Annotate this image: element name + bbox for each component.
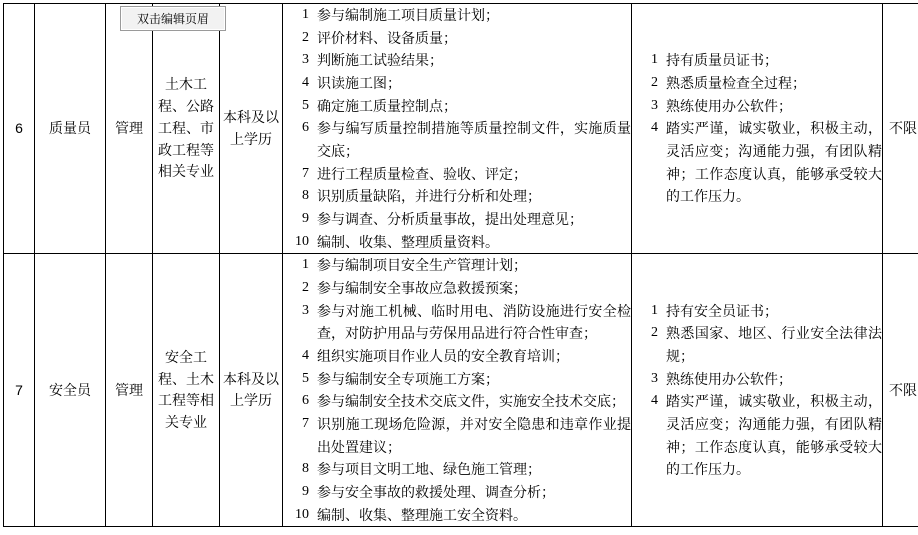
list-item: 4 踏实严谨，诚实敬业，积极主动，灵活应变；沟通能力强，有团队精神；工作态度认真，能够承受较大的工作压力。 xyxy=(651,393,882,478)
row-requirements xyxy=(632,4,883,254)
row-type: 管理 xyxy=(106,254,153,527)
list-item: 3 参与对施工机械、临时用电、消防设施进行安全检查，对防护用品与劳保用品进行符合性审查； xyxy=(302,302,631,342)
row-post: 质量员 xyxy=(35,4,106,254)
row-requirements xyxy=(632,254,883,527)
list-item: 1 持有安全员证书； xyxy=(651,302,778,319)
list-item: 4 识读施工图； xyxy=(302,75,401,92)
row-age: 不限 xyxy=(883,4,918,254)
row-duties xyxy=(283,4,632,254)
list-item: 9 参与调查、分析质量事故，提出处理意见； xyxy=(302,211,583,228)
job-requirements-table xyxy=(3,3,918,527)
row-education: 本科及以上学历 xyxy=(220,4,283,254)
list-item: 10 编制、收集、整理施工安全资料。 xyxy=(295,506,527,523)
list-item: 4 踏实严谨，诚实敬业，积极主动，灵活应变；沟通能力强，有团队精神；工作态度认真，能够承受较大的工作压力。 xyxy=(651,120,882,205)
row-type: 管理 xyxy=(106,4,153,254)
row-age: 不限 xyxy=(883,254,918,527)
list-item: 2 参与编制安全事故应急救援预案； xyxy=(302,280,527,297)
row-duties xyxy=(283,254,632,527)
list-item: 6 参与编制安全技术交底文件，实施安全技术交底； xyxy=(302,393,625,410)
table-row xyxy=(4,4,918,254)
list-item: 10 编制、收集、整理质量资料。 xyxy=(295,233,499,250)
list-item: 7 识别施工现场危险源，并对安全隐患和违章作业提出处置建议； xyxy=(302,416,631,455)
table-row xyxy=(4,254,918,527)
list-item: 9 参与安全事故的救援处理、调查分析； xyxy=(302,484,555,501)
row-major: 安全工程、土木工程等相关专业 xyxy=(153,254,220,527)
row-number: 7 xyxy=(4,254,35,527)
list-item: 3 熟练使用办公软件； xyxy=(651,97,792,114)
list-item: 2 熟悉质量检查全过程； xyxy=(651,75,806,92)
list-item: 2 熟悉国家、地区、行业安全法律法规； xyxy=(651,325,882,365)
list-item: 5 确定施工质量控制点； xyxy=(302,97,457,114)
list-item: 6 参与编写质量控制措施等质量控制文件，实施质量交底； xyxy=(302,120,631,160)
list-item: 8 识别质量缺陷，并进行分析和处理； xyxy=(302,188,541,205)
row-number: 6 xyxy=(4,4,35,254)
row-post: 安全员 xyxy=(35,254,106,527)
list-item: 7 进行工程质量检查、验收、评定； xyxy=(302,165,527,182)
list-item: 8 参与项目文明工地、绿色施工管理； xyxy=(302,461,541,478)
list-item: 4 组织实施项目作业人员的安全教育培训； xyxy=(302,348,569,365)
list-item: 1 持有质量员证书； xyxy=(651,52,778,69)
list-item: 2 评价材料、设备质量； xyxy=(302,29,457,46)
row-major: 土木工程、公路工程、市政工程等相关专业 xyxy=(153,4,220,254)
header-edit-hint[interactable]: 双击编辑页眉 xyxy=(120,6,226,31)
row-education: 本科及以上学历 xyxy=(220,254,283,527)
list-item: 3 判断施工试验结果； xyxy=(302,52,443,69)
list-item: 5 参与编制安全专项施工方案； xyxy=(302,370,499,387)
list-item: 3 熟练使用办公软件； xyxy=(651,370,792,387)
list-item: 1 参与编制项目安全生产管理计划； xyxy=(302,257,527,274)
list-item: 1 参与编制施工项目质量计划； xyxy=(302,7,499,23)
